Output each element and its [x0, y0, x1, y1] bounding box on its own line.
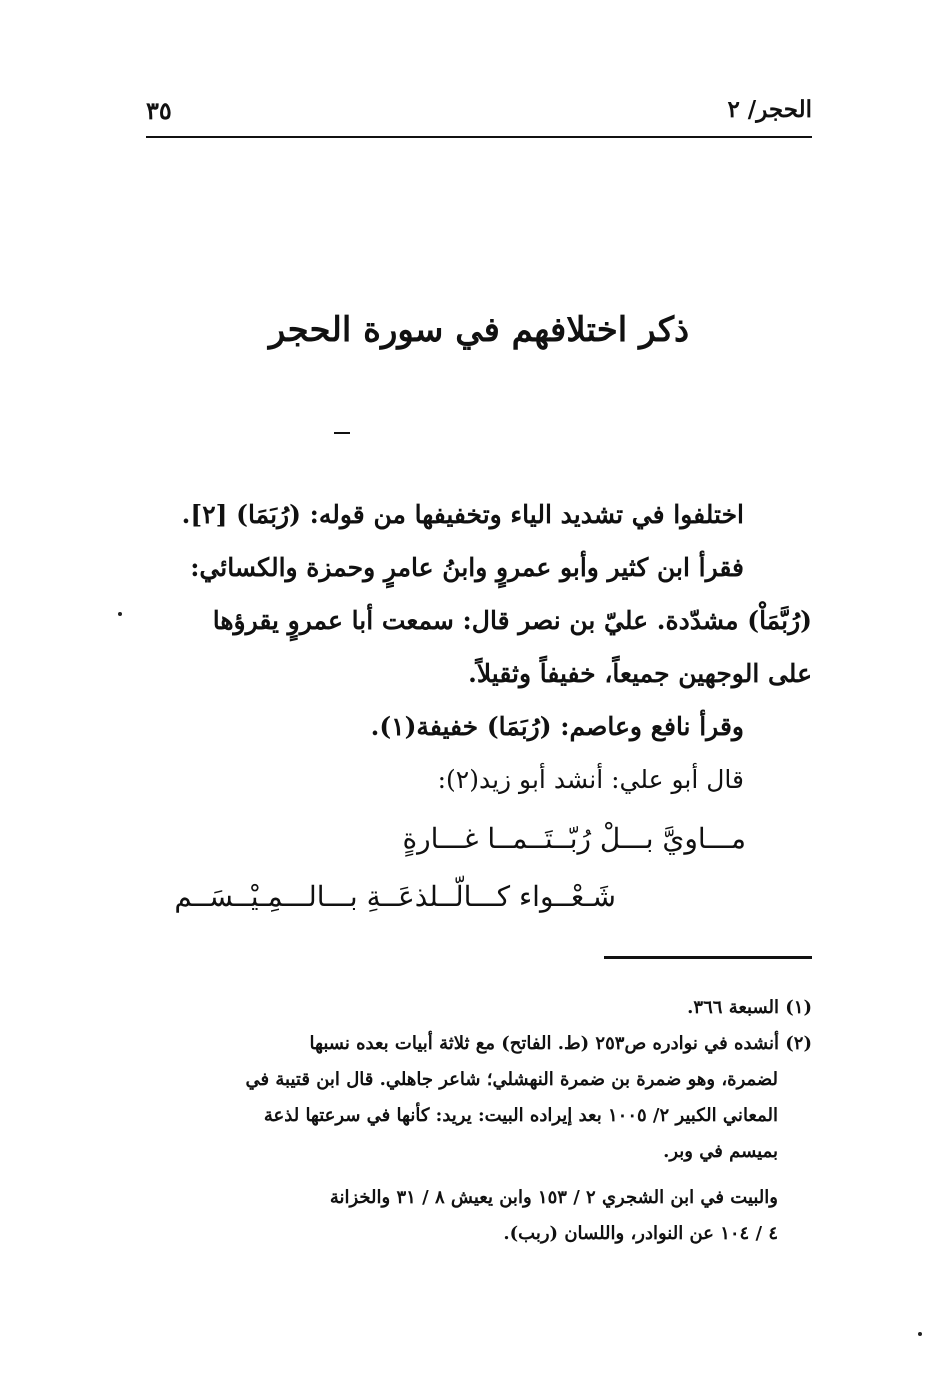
- scan-speck: [918, 1332, 922, 1336]
- footnote-rule: [604, 956, 812, 959]
- footnote-line: (٢) أنشده في نوادره ص٢٥٣ (ط. الفاتح) مع ثلاثة أبيات بعده نسبها: [309, 1033, 812, 1054]
- running-head: الحجر/ ٢: [727, 96, 812, 123]
- verse-second-hemistich: شَـعْــواء كـــالّــلذعَــةِ بـــالـــمِـيْــسَــم: [174, 880, 616, 913]
- footnote-line: المعاني الكبير ٢/ ١٠٠٥ بعد إيراده البيت: يريد: كأنها في سرعتها لذعة: [263, 1105, 778, 1126]
- body-text: [146, 488, 812, 806]
- body-line: وقرأ نافع وعاصم: (رُبَمَا) خفيفة(١).: [370, 712, 744, 741]
- ornament-dash: [334, 432, 350, 434]
- body-line: اختلفوا في تشديد الياء وتخفيفها من قوله: (رُبَمَا) [٢].: [181, 500, 744, 529]
- footnotes: [146, 990, 812, 1252]
- footnote-line: بميسم في وبر.: [663, 1141, 778, 1162]
- scan-speck: [118, 612, 122, 616]
- page-header: [146, 96, 812, 140]
- footnote-line: والبيت في ابن الشجري ٢ / ١٥٣ وابن يعيش ٨ / ٣١ والخزانة: [329, 1187, 778, 1208]
- verse-first-hemistich: مـــاويَّ بـــلْ رُبّــتَــمــا غـــارةٍ: [402, 822, 746, 855]
- footnote-line: ٤ / ١٠٤ عن النوادر، واللسان (ربب).: [503, 1223, 778, 1244]
- body-line: قال أبو علي: أنشد أبو زيد(٢):: [437, 765, 744, 794]
- header-rule: [146, 136, 812, 138]
- body-line: على الوجهين جميعاً، خفيفاً وثقيلاً.: [468, 659, 812, 688]
- body-line: فقرأ ابن كثير وأبو عمروٍ وابنُ عامرٍ وحمزة والكسائي:: [190, 553, 744, 582]
- poetry-verse: [146, 810, 812, 926]
- section-title: ذكر اختلافهم في سورة الحجر: [268, 310, 690, 350]
- body-line: (رُبَّمَاْ) مشدّدة. عليّ بن نصر قال: سمعت أبا عمروٍ يقرؤها: [212, 606, 812, 635]
- footnote-line: (١) السبعة ٣٦٦.: [687, 997, 812, 1018]
- footnote-line: لضمرة، وهو ضمرة بن ضمرة النهشلي؛ شاعر جاهلي. قال ابن قتيبة في: [245, 1069, 778, 1090]
- page-number: ٣٥: [146, 96, 172, 125]
